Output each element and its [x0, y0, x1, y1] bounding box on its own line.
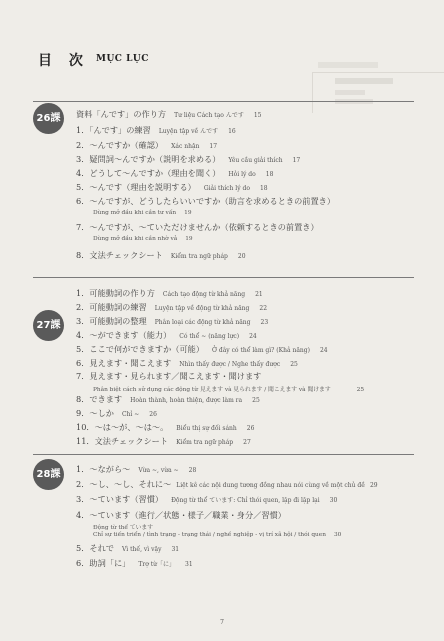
lesson-badge: 26課: [33, 103, 64, 134]
facing-page-bleed: [318, 62, 378, 68]
page-number: 7: [220, 619, 224, 626]
toc-entry-subline: Chỉ sự tiến triển / tình trạng - trạng thái / nghề nghiệp - vị trí xã hội / thói quen 30: [93, 532, 342, 538]
toc-entry-subline: Động từ thể ています: [93, 525, 154, 531]
toc-entry[interactable]: 1．「んです」の練習 Luyện tập về んです 16: [76, 125, 236, 135]
toc-entry[interactable]: 7．見えます・見られます／聞こえます・聞けます: [76, 371, 262, 381]
toc-entry[interactable]: 2．〜んですか（確認） Xác nhận 17: [76, 140, 218, 150]
section-rule: [33, 101, 414, 102]
toc-entry[interactable]: 7．〜んですが、〜ていただけませんか（依頼するときの前置き）: [76, 222, 319, 232]
lesson-badge: 27課: [33, 310, 64, 341]
toc-entry[interactable]: 2．〜し、〜し、それに〜 Liệt kê các nội dung tương đồng nhau nói cùng về một chủ đề 29: [76, 479, 378, 489]
toc-entry[interactable]: 11．文法チェックシート Kiểm tra ngữ pháp 27: [76, 436, 251, 446]
toc-entry[interactable]: 8．できます Hoàn thành, hoàn thiện, được làm ra 25: [76, 394, 260, 404]
section-rule: [33, 277, 414, 278]
facing-page-bleed-box: [312, 72, 444, 113]
toc-entry[interactable]: 3．〜ています（習慣） Động từ thể ています: Chỉ thói quen, lặp đi lặp lại 30: [76, 494, 338, 504]
toc-entry[interactable]: 2．可能動詞の練習 Luyện tập về động từ khả năng 22: [76, 302, 268, 312]
toc-entry[interactable]: 5．それで Vì thế, vì vậy 31: [76, 543, 180, 553]
toc-entry[interactable]: 10．〜は〜が、〜は〜。 Biểu thị sự đối sánh 26: [76, 422, 255, 432]
toc-entry-subline: Phân biệt cách sử dụng các động từ 見えます và 見られます / 聞こえます và 聞けます 25: [93, 387, 365, 393]
toc-entry[interactable]: 4．〜ています（進行／状態・様子／職業・身分／習慣）: [76, 510, 286, 520]
toc-entry[interactable]: 6．見えます・聞こえます Nhìn thấy được / Nghe thấy được 25: [76, 358, 298, 368]
toc-entry[interactable]: 8．文法チェックシート Kiểm tra ngữ pháp 20: [76, 250, 246, 260]
toc-entry[interactable]: 3．疑問詞〜んですか（説明を求める） Yêu cầu giải thích 17: [76, 154, 301, 164]
toc-entry[interactable]: 6．助詞「に」 Trợ từ「に」 31: [76, 558, 193, 568]
toc-entry-subline: Dùng mở đầu khi cần nhờ vả 19: [93, 236, 193, 242]
toc-entry[interactable]: 4．どうして〜んですか（理由を聞く） Hỏi lý do 18: [76, 168, 274, 178]
lesson-badge: 28課: [33, 459, 64, 490]
toc-title: 目 次: [38, 53, 89, 69]
toc-entry[interactable]: 9．〜しか Chỉ ~ 26: [76, 408, 157, 418]
toc-entry[interactable]: 6．〜んですが、どうしたらいいですか（助言を求めるときの前置き）: [76, 196, 336, 206]
toc-entry[interactable]: 1．〜ながら〜 Vừa ~, vừa ~ 28: [76, 464, 197, 474]
toc-entry[interactable]: 5．〜んです（理由を説明する） Giải thích lý do 18: [76, 182, 268, 192]
toc-entry[interactable]: 4．〜ができます（能力） Có thể ~ (năng lực) 24: [76, 330, 257, 340]
toc-entry-subline: Dùng mở đầu khi cần tư vấn 19: [93, 210, 192, 216]
toc-entry[interactable]: 資料「んです」の作り方 Tư liệu Cách tạo んです 15: [76, 109, 262, 119]
section-rule: [33, 454, 414, 455]
toc-title-vn: MỤC LỤC: [96, 54, 149, 64]
toc-entry[interactable]: 3．可能動詞の整理 Phân loại các động từ khả năng 23: [76, 316, 269, 326]
toc-entry[interactable]: 5．ここで何ができますか（可能） Ở đây có thể làm gì? (Khả năng) 24: [76, 344, 328, 354]
toc-entry[interactable]: 1．可能動詞の作り方 Cách tạo động từ khả năng 21: [76, 288, 263, 298]
